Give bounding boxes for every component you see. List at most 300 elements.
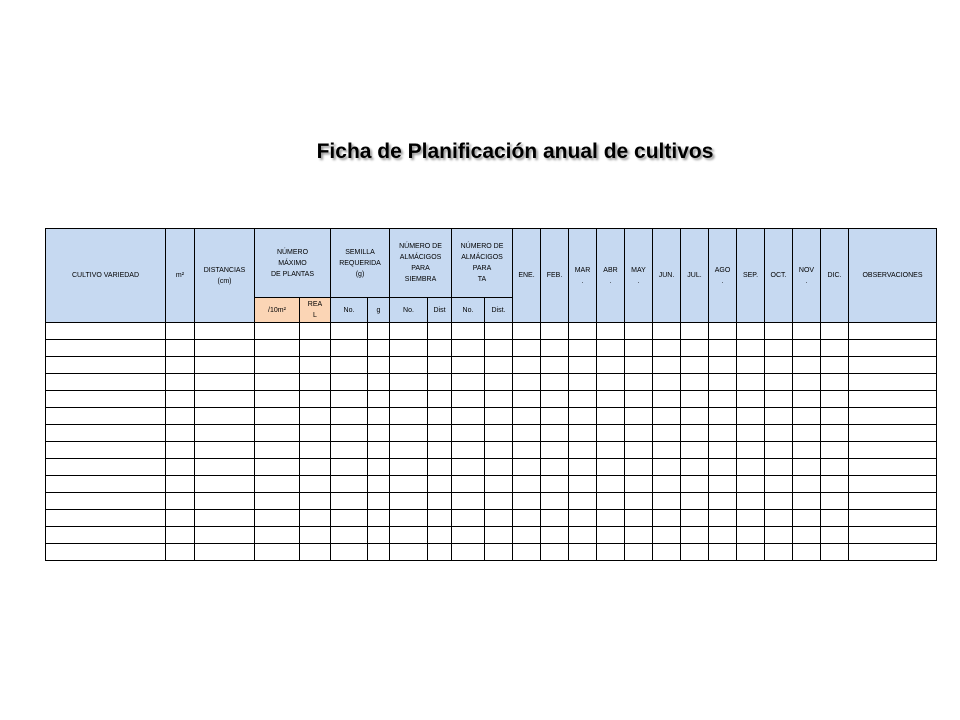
table-cell[interactable] <box>765 425 793 442</box>
table-cell[interactable] <box>793 544 821 561</box>
table-cell[interactable] <box>390 544 428 561</box>
table-cell[interactable] <box>195 408 255 425</box>
table-cell[interactable] <box>452 408 485 425</box>
table-cell[interactable] <box>485 374 513 391</box>
table-cell[interactable] <box>513 544 541 561</box>
table-cell[interactable] <box>300 493 331 510</box>
table-cell[interactable] <box>709 510 737 527</box>
table-cell[interactable] <box>368 527 390 544</box>
table-cell[interactable] <box>597 425 625 442</box>
table-cell[interactable] <box>390 493 428 510</box>
table-cell[interactable] <box>653 493 681 510</box>
table-cell[interactable] <box>46 425 166 442</box>
table-cell[interactable] <box>821 357 849 374</box>
table-cell[interactable] <box>569 340 597 357</box>
table-cell[interactable] <box>166 527 195 544</box>
table-cell[interactable] <box>368 459 390 476</box>
table-cell[interactable] <box>793 493 821 510</box>
table-cell[interactable] <box>46 374 166 391</box>
table-cell[interactable] <box>849 442 937 459</box>
table-cell[interactable] <box>452 476 485 493</box>
table-cell[interactable] <box>452 425 485 442</box>
table-cell[interactable] <box>331 391 368 408</box>
table-cell[interactable] <box>166 357 195 374</box>
table-cell[interactable] <box>195 476 255 493</box>
table-cell[interactable] <box>681 425 709 442</box>
table-cell[interactable] <box>368 374 390 391</box>
table-cell[interactable] <box>793 510 821 527</box>
table-cell[interactable] <box>300 357 331 374</box>
table-cell[interactable] <box>195 357 255 374</box>
table-cell[interactable] <box>485 425 513 442</box>
table-cell[interactable] <box>300 323 331 340</box>
table-cell[interactable] <box>625 340 653 357</box>
table-cell[interactable] <box>368 476 390 493</box>
table-cell[interactable] <box>390 408 428 425</box>
table-cell[interactable] <box>390 323 428 340</box>
table-cell[interactable] <box>681 374 709 391</box>
table-cell[interactable] <box>849 391 937 408</box>
table-cell[interactable] <box>331 493 368 510</box>
table-cell[interactable] <box>255 527 300 544</box>
table-cell[interactable] <box>452 357 485 374</box>
table-cell[interactable] <box>541 374 569 391</box>
table-cell[interactable] <box>513 459 541 476</box>
table-cell[interactable] <box>166 510 195 527</box>
table-cell[interactable] <box>849 425 937 442</box>
table-cell[interactable] <box>331 510 368 527</box>
table-cell[interactable] <box>597 391 625 408</box>
table-cell[interactable] <box>765 442 793 459</box>
table-cell[interactable] <box>195 442 255 459</box>
table-cell[interactable] <box>597 459 625 476</box>
table-cell[interactable] <box>737 408 765 425</box>
table-cell[interactable] <box>681 391 709 408</box>
table-cell[interactable] <box>46 476 166 493</box>
table-cell[interactable] <box>428 544 452 561</box>
table-cell[interactable] <box>765 374 793 391</box>
table-cell[interactable] <box>452 374 485 391</box>
table-cell[interactable] <box>709 527 737 544</box>
table-cell[interactable] <box>368 323 390 340</box>
table-cell[interactable] <box>300 459 331 476</box>
table-cell[interactable] <box>46 527 166 544</box>
table-cell[interactable] <box>849 510 937 527</box>
table-cell[interactable] <box>541 510 569 527</box>
table-cell[interactable] <box>541 476 569 493</box>
table-cell[interactable] <box>513 442 541 459</box>
table-cell[interactable] <box>390 391 428 408</box>
table-cell[interactable] <box>569 510 597 527</box>
table-cell[interactable] <box>255 408 300 425</box>
table-cell[interactable] <box>428 357 452 374</box>
table-cell[interactable] <box>255 340 300 357</box>
table-cell[interactable] <box>390 442 428 459</box>
table-cell[interactable] <box>597 527 625 544</box>
table-cell[interactable] <box>513 340 541 357</box>
table-cell[interactable] <box>195 459 255 476</box>
table-cell[interactable] <box>653 340 681 357</box>
table-cell[interactable] <box>821 459 849 476</box>
table-cell[interactable] <box>569 357 597 374</box>
table-cell[interactable] <box>46 408 166 425</box>
table-cell[interactable] <box>653 374 681 391</box>
table-cell[interactable] <box>821 323 849 340</box>
table-cell[interactable] <box>849 544 937 561</box>
table-cell[interactable] <box>765 493 793 510</box>
table-cell[interactable] <box>709 374 737 391</box>
table-cell[interactable] <box>166 391 195 408</box>
table-cell[interactable] <box>452 493 485 510</box>
table-cell[interactable] <box>485 357 513 374</box>
table-cell[interactable] <box>452 544 485 561</box>
table-cell[interactable] <box>793 408 821 425</box>
table-cell[interactable] <box>653 476 681 493</box>
table-cell[interactable] <box>737 493 765 510</box>
table-cell[interactable] <box>428 476 452 493</box>
table-cell[interactable] <box>821 374 849 391</box>
table-cell[interactable] <box>709 391 737 408</box>
table-cell[interactable] <box>737 442 765 459</box>
table-cell[interactable] <box>513 391 541 408</box>
table-cell[interactable] <box>765 459 793 476</box>
table-cell[interactable] <box>390 357 428 374</box>
table-cell[interactable] <box>485 340 513 357</box>
table-cell[interactable] <box>653 527 681 544</box>
table-cell[interactable] <box>428 442 452 459</box>
table-cell[interactable] <box>793 374 821 391</box>
table-cell[interactable] <box>46 340 166 357</box>
table-cell[interactable] <box>513 357 541 374</box>
table-cell[interactable] <box>541 357 569 374</box>
table-cell[interactable] <box>300 544 331 561</box>
table-cell[interactable] <box>46 459 166 476</box>
table-cell[interactable] <box>513 510 541 527</box>
table-cell[interactable] <box>569 323 597 340</box>
table-cell[interactable] <box>195 544 255 561</box>
table-cell[interactable] <box>737 323 765 340</box>
table-cell[interactable] <box>300 391 331 408</box>
table-cell[interactable] <box>390 425 428 442</box>
table-cell[interactable] <box>368 391 390 408</box>
table-cell[interactable] <box>390 374 428 391</box>
table-cell[interactable] <box>821 527 849 544</box>
table-cell[interactable] <box>737 544 765 561</box>
table-cell[interactable] <box>737 527 765 544</box>
table-cell[interactable] <box>681 408 709 425</box>
table-cell[interactable] <box>597 544 625 561</box>
table-cell[interactable] <box>625 408 653 425</box>
table-cell[interactable] <box>709 357 737 374</box>
table-cell[interactable] <box>46 357 166 374</box>
table-cell[interactable] <box>681 544 709 561</box>
table-cell[interactable] <box>195 340 255 357</box>
table-cell[interactable] <box>166 408 195 425</box>
table-cell[interactable] <box>849 527 937 544</box>
table-cell[interactable] <box>331 340 368 357</box>
table-cell[interactable] <box>625 374 653 391</box>
table-cell[interactable] <box>681 357 709 374</box>
table-cell[interactable] <box>793 323 821 340</box>
table-cell[interactable] <box>625 323 653 340</box>
table-cell[interactable] <box>849 459 937 476</box>
table-cell[interactable] <box>428 323 452 340</box>
table-cell[interactable] <box>331 374 368 391</box>
table-cell[interactable] <box>597 408 625 425</box>
table-cell[interactable] <box>653 357 681 374</box>
table-cell[interactable] <box>849 408 937 425</box>
table-cell[interactable] <box>513 425 541 442</box>
table-cell[interactable] <box>428 374 452 391</box>
table-cell[interactable] <box>300 476 331 493</box>
table-cell[interactable] <box>166 425 195 442</box>
table-cell[interactable] <box>737 459 765 476</box>
table-cell[interactable] <box>765 357 793 374</box>
table-cell[interactable] <box>597 357 625 374</box>
table-cell[interactable] <box>428 340 452 357</box>
table-cell[interactable] <box>390 476 428 493</box>
table-cell[interactable] <box>428 459 452 476</box>
table-cell[interactable] <box>597 476 625 493</box>
table-cell[interactable] <box>255 323 300 340</box>
table-cell[interactable] <box>821 493 849 510</box>
table-cell[interactable] <box>737 391 765 408</box>
table-cell[interactable] <box>709 544 737 561</box>
table-cell[interactable] <box>368 357 390 374</box>
table-cell[interactable] <box>428 408 452 425</box>
table-cell[interactable] <box>569 476 597 493</box>
table-cell[interactable] <box>709 442 737 459</box>
table-cell[interactable] <box>541 408 569 425</box>
table-cell[interactable] <box>452 323 485 340</box>
table-cell[interactable] <box>166 493 195 510</box>
table-cell[interactable] <box>195 425 255 442</box>
table-cell[interactable] <box>821 544 849 561</box>
table-cell[interactable] <box>166 442 195 459</box>
table-cell[interactable] <box>195 323 255 340</box>
table-cell[interactable] <box>513 408 541 425</box>
table-cell[interactable] <box>368 442 390 459</box>
table-cell[interactable] <box>569 459 597 476</box>
table-cell[interactable] <box>255 442 300 459</box>
table-cell[interactable] <box>709 493 737 510</box>
table-cell[interactable] <box>255 391 300 408</box>
table-cell[interactable] <box>255 510 300 527</box>
table-cell[interactable] <box>513 323 541 340</box>
table-cell[interactable] <box>331 323 368 340</box>
table-cell[interactable] <box>541 527 569 544</box>
table-cell[interactable] <box>452 527 485 544</box>
table-cell[interactable] <box>255 425 300 442</box>
table-cell[interactable] <box>569 442 597 459</box>
table-cell[interactable] <box>390 340 428 357</box>
table-cell[interactable] <box>300 527 331 544</box>
table-cell[interactable] <box>625 493 653 510</box>
table-cell[interactable] <box>569 408 597 425</box>
table-cell[interactable] <box>331 425 368 442</box>
table-cell[interactable] <box>765 476 793 493</box>
table-cell[interactable] <box>46 544 166 561</box>
table-cell[interactable] <box>597 340 625 357</box>
table-cell[interactable] <box>737 357 765 374</box>
table-cell[interactable] <box>793 442 821 459</box>
table-cell[interactable] <box>653 442 681 459</box>
table-cell[interactable] <box>255 544 300 561</box>
table-cell[interactable] <box>485 323 513 340</box>
table-cell[interactable] <box>255 493 300 510</box>
table-cell[interactable] <box>46 323 166 340</box>
table-cell[interactable] <box>709 408 737 425</box>
table-cell[interactable] <box>368 425 390 442</box>
table-cell[interactable] <box>849 374 937 391</box>
table-cell[interactable] <box>368 340 390 357</box>
table-cell[interactable] <box>255 476 300 493</box>
table-cell[interactable] <box>793 425 821 442</box>
table-cell[interactable] <box>737 476 765 493</box>
table-cell[interactable] <box>46 510 166 527</box>
table-cell[interactable] <box>452 510 485 527</box>
table-cell[interactable] <box>331 544 368 561</box>
table-cell[interactable] <box>331 476 368 493</box>
table-cell[interactable] <box>653 408 681 425</box>
table-cell[interactable] <box>681 510 709 527</box>
table-cell[interactable] <box>569 527 597 544</box>
table-cell[interactable] <box>485 476 513 493</box>
table-cell[interactable] <box>255 357 300 374</box>
table-cell[interactable] <box>541 391 569 408</box>
table-cell[interactable] <box>485 391 513 408</box>
table-cell[interactable] <box>849 340 937 357</box>
table-cell[interactable] <box>821 408 849 425</box>
table-cell[interactable] <box>300 408 331 425</box>
table-cell[interactable] <box>653 323 681 340</box>
table-cell[interactable] <box>569 374 597 391</box>
table-cell[interactable] <box>625 476 653 493</box>
table-cell[interactable] <box>625 391 653 408</box>
table-cell[interactable] <box>452 391 485 408</box>
table-cell[interactable] <box>300 510 331 527</box>
table-cell[interactable] <box>428 527 452 544</box>
table-cell[interactable] <box>166 374 195 391</box>
table-cell[interactable] <box>793 459 821 476</box>
table-cell[interactable] <box>195 391 255 408</box>
table-cell[interactable] <box>765 527 793 544</box>
table-cell[interactable] <box>195 374 255 391</box>
table-cell[interactable] <box>541 442 569 459</box>
table-cell[interactable] <box>625 442 653 459</box>
table-cell[interactable] <box>485 408 513 425</box>
table-cell[interactable] <box>331 408 368 425</box>
table-cell[interactable] <box>390 527 428 544</box>
table-cell[interactable] <box>765 391 793 408</box>
table-cell[interactable] <box>195 510 255 527</box>
table-cell[interactable] <box>653 544 681 561</box>
table-cell[interactable] <box>452 459 485 476</box>
table-cell[interactable] <box>485 510 513 527</box>
table-cell[interactable] <box>737 374 765 391</box>
table-cell[interactable] <box>195 527 255 544</box>
table-cell[interactable] <box>485 459 513 476</box>
table-cell[interactable] <box>485 493 513 510</box>
table-cell[interactable] <box>513 476 541 493</box>
table-cell[interactable] <box>793 340 821 357</box>
table-cell[interactable] <box>541 425 569 442</box>
table-cell[interactable] <box>428 493 452 510</box>
table-cell[interactable] <box>709 340 737 357</box>
table-cell[interactable] <box>513 493 541 510</box>
table-cell[interactable] <box>597 374 625 391</box>
table-cell[interactable] <box>368 408 390 425</box>
table-cell[interactable] <box>709 476 737 493</box>
table-cell[interactable] <box>390 459 428 476</box>
table-cell[interactable] <box>166 459 195 476</box>
table-cell[interactable] <box>737 425 765 442</box>
table-cell[interactable] <box>46 493 166 510</box>
table-cell[interactable] <box>765 340 793 357</box>
table-cell[interactable] <box>195 493 255 510</box>
table-cell[interactable] <box>681 493 709 510</box>
table-cell[interactable] <box>765 323 793 340</box>
table-cell[interactable] <box>597 442 625 459</box>
table-cell[interactable] <box>569 391 597 408</box>
table-cell[interactable] <box>541 340 569 357</box>
table-cell[interactable] <box>368 544 390 561</box>
table-cell[interactable] <box>428 391 452 408</box>
table-cell[interactable] <box>452 442 485 459</box>
table-cell[interactable] <box>765 408 793 425</box>
table-cell[interactable] <box>300 425 331 442</box>
table-cell[interactable] <box>513 374 541 391</box>
table-cell[interactable] <box>597 323 625 340</box>
table-cell[interactable] <box>485 527 513 544</box>
table-cell[interactable] <box>793 357 821 374</box>
table-cell[interactable] <box>390 510 428 527</box>
table-cell[interactable] <box>485 442 513 459</box>
table-cell[interactable] <box>849 476 937 493</box>
table-cell[interactable] <box>849 323 937 340</box>
table-cell[interactable] <box>597 510 625 527</box>
table-cell[interactable] <box>765 544 793 561</box>
table-cell[interactable] <box>653 425 681 442</box>
table-cell[interactable] <box>681 323 709 340</box>
table-cell[interactable] <box>681 476 709 493</box>
table-cell[interactable] <box>625 510 653 527</box>
table-cell[interactable] <box>625 459 653 476</box>
table-cell[interactable] <box>452 340 485 357</box>
table-cell[interactable] <box>653 510 681 527</box>
table-cell[interactable] <box>541 459 569 476</box>
table-cell[interactable] <box>485 544 513 561</box>
table-cell[interactable] <box>428 510 452 527</box>
table-cell[interactable] <box>166 476 195 493</box>
table-cell[interactable] <box>821 442 849 459</box>
table-cell[interactable] <box>765 510 793 527</box>
table-cell[interactable] <box>793 527 821 544</box>
table-cell[interactable] <box>541 544 569 561</box>
table-cell[interactable] <box>625 527 653 544</box>
table-cell[interactable] <box>255 459 300 476</box>
table-cell[interactable] <box>368 493 390 510</box>
table-cell[interactable] <box>46 391 166 408</box>
table-cell[interactable] <box>793 391 821 408</box>
table-cell[interactable] <box>541 493 569 510</box>
table-cell[interactable] <box>737 340 765 357</box>
table-cell[interactable] <box>46 442 166 459</box>
table-cell[interactable] <box>255 374 300 391</box>
table-cell[interactable] <box>821 476 849 493</box>
table-cell[interactable] <box>681 459 709 476</box>
table-cell[interactable] <box>331 527 368 544</box>
